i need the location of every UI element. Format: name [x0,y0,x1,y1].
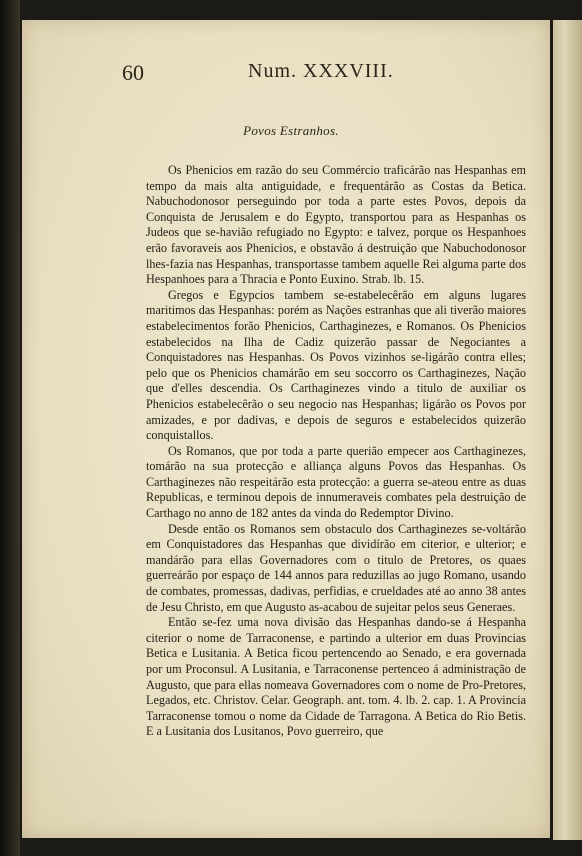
paragraph: Gregos e Egypcios tambem se-estabelecêrão em alguns lugares maritimos das Hespanhas: porém as Nações estranhas que ali tiverão maiores estabelecimentos forão Phenicios, Carthaginezes, e Romanos. Os Phenicios estabelecidos na Ilha de Cadiz quizerão passar de Negociantes a Conquistadores nas Hespanhas. Os Povos vizinhos se-ligárão contra elles; pelo que os Phenicios chamárão em seu soccorro os Carthaginezes, Nação que d'elles descendia. Os Carthaginezes vindo a titulo de auxiliar os Phenicios estabelecêrão o seu negocio nas Hespanhas; ligárão os Povos por amizades, e por dadivas, e depois de seguros e estabelecidos quizerão conquistallos. [146,287,526,443]
paragraph: Então se-fez uma nova divisão das Hespanhas dando-se á Hespanha citerior o nome de Tarraconense, e partindo a ulterior em duas Provincias Betica e Lusitania. A Betica ficou pertencendo ao Senado, e era governada por um Proconsul. A Lusitania, e Tarraconense pertenceo á administração de Augusto, que para ellas nomeava Governadores com o nome de Pro-Pretores, Legados, etc. Christov. Celar. Geograph. ant. tom. 4. lb. 2. cap. 1. A Provincia Tarraconense tomou o nome da Cidade de Tarragona. A Betica do Rio Betis. E a Lusitania dos Lusitanos, Povo guerreiro, que [146,615,526,739]
paragraph: Os Phenicios em razão do seu Commércio traficárão nas Hespanhas em tempo da mais alta antiguidade, e frequentárão as Costas da Betica. Nabuchodonosor perseguindo por toda a parte estes Povos, depois da Conquista de Jerusalem e do Egypto, transportou para as Hespanhas os Judeos que se-havião refugiado no Egypto: e talvez, porque os Hespanhoes erão favoraveis aos Phenicios, e obstavão á destruição que Nabuchodonosor lhes-fazia nas Hespanhas, transportasse tambem aquelle Rei alguma parte dos Hespanhoes para a Thracia e Ponto Euxino. Strab. lb. 15. [146,163,526,287]
page-edge [553,20,582,840]
body-text [146,163,526,740]
paragraph: Desde então os Romanos sem obstaculo dos Carthaginezes se-voltárão em Conquistadores das Hespanhas que dividírão em citerior, e ulterior; e mandárão para ellas Governadores com o titulo de Pretores, os quaes guerreárão por espaço de 144 annos para reduzillas ao jugo Romano, usando de combates, promessas, dadivas, perfidias, e crueldades até ao anno 38 antes de Jesu Christo, em que Augusto as-acabou de sujeitar pelos seus Generaes. [146,521,526,614]
page-number: 60 [122,60,144,85]
page-header [122,60,542,90]
number-title: Num. XXXVIII. [248,60,394,82]
paragraph: Os Romanos, que por toda a parte querião empecer aos Carthaginezes, tomárão na sua protecção e alliança alguns Povos das Hespanhas. Os Carthaginezes não respeitárão esta protecção: a guerra se-ateou entre as duas Republicas, e terminou depois de innumeraveis combates pela destruição de Carthago no anno de 182 antes da vinda do Redemptor Divino. [146,443,526,521]
section-title: Povos Estranhos. [243,123,339,138]
